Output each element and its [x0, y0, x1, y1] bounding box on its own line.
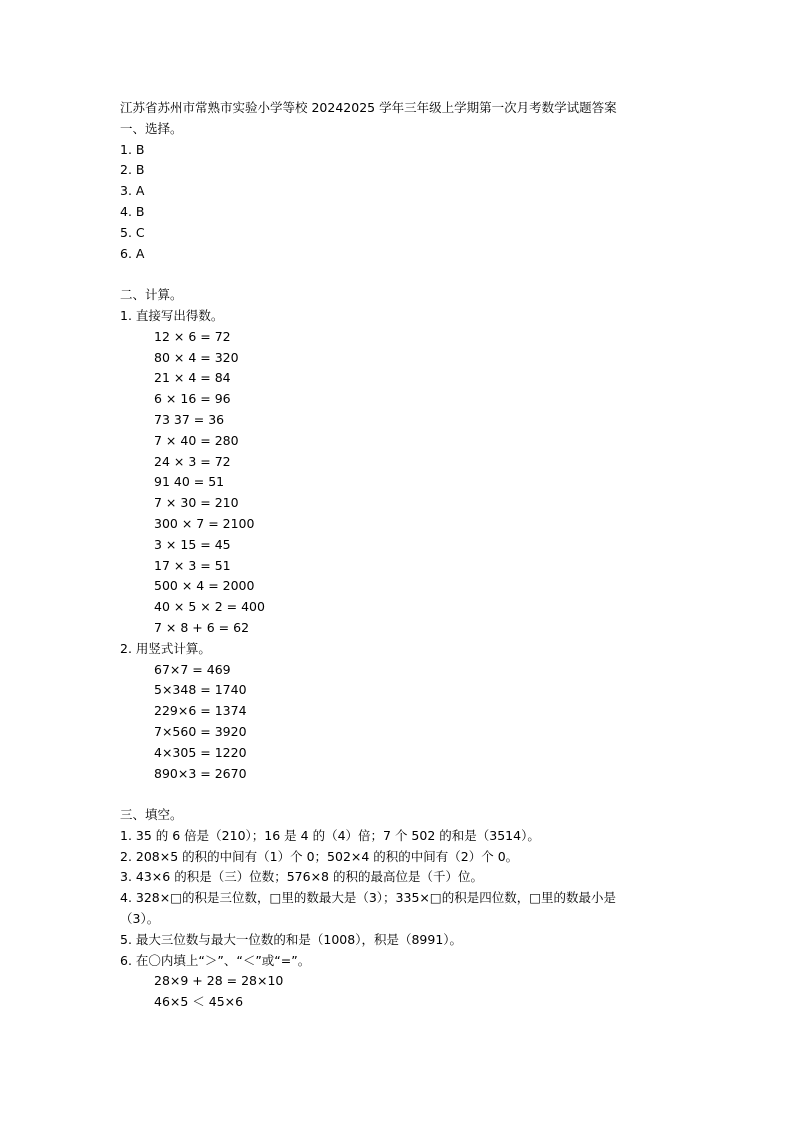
calc-item: 7 × 30 = 210: [154, 495, 239, 511]
choice-answer: 6. A: [120, 245, 145, 261]
section2-heading: 二、计算。: [120, 287, 183, 303]
fill-question-6: 6. 在〇内填上“＞”、“＜”或“=”。: [120, 952, 311, 968]
fill-question-4-continued: （3）。: [120, 911, 160, 927]
calc-item: 7 × 40 = 280: [154, 432, 239, 448]
compare-item: 46×5 ＜ 45×6: [154, 994, 244, 1010]
choice-answer: 5. C: [120, 224, 145, 240]
choice-answer: 4. B: [120, 203, 145, 219]
compare-item: 28×9 + 28 = 28×10: [154, 973, 284, 989]
fill-question-1: 1. 35 的 6 倍是（210）；16 是 4 的（4）倍；7 个 502 的和是（3514）。: [120, 827, 540, 843]
vertical-calc-item: 7×560 = 3920: [154, 723, 247, 739]
vertical-calc-item: 229×6 = 1374: [154, 703, 247, 719]
choice-answer: 3. A: [120, 183, 145, 199]
vertical-calc-item: 67×7 = 469: [154, 661, 231, 677]
part1-label: 1. 直接写出得数。: [120, 307, 224, 323]
calc-item: 500 × 4 = 2000: [154, 578, 255, 594]
calc-item: 24 × 3 = 72: [154, 453, 231, 469]
spacer: [120, 264, 680, 285]
section1-heading: 一、选择。: [120, 120, 183, 136]
vertical-calc-item: 4×305 = 1220: [154, 744, 247, 760]
calc-item: 21 × 4 = 84: [154, 370, 231, 386]
choice-answer: 1. B: [120, 141, 145, 157]
vertical-calc-item: 890×3 = 2670: [154, 765, 247, 781]
calc-item: 3 × 15 = 45: [154, 536, 231, 552]
calc-item: 80 × 4 = 320: [154, 349, 239, 365]
part2-label: 2. 用竖式计算。: [120, 640, 211, 656]
fill-question-2: 2. 208×5 的积的中间有（1）个 0；502×4 的积的中间有（2）个 0。: [120, 848, 519, 864]
answer-sheet: [120, 98, 680, 1013]
vertical-calc-item: 5×348 = 1740: [154, 682, 247, 698]
calc-item: 73 37 = 36: [154, 411, 225, 427]
document-title: 江苏省苏州市常熟市实验小学等校 20242025 学年三年级上学期第一次月考数学试题答案: [120, 100, 617, 115]
calc-item: 12 × 6 = 72: [154, 328, 231, 344]
calc-item: 300 × 7 = 2100: [154, 515, 255, 531]
section3-heading: 三、填空。: [120, 807, 183, 823]
calc-item: 91 40 = 51: [154, 474, 225, 490]
choice-answer: 2. B: [120, 162, 145, 178]
calc-item: 17 × 3 = 51: [154, 557, 231, 573]
spacer: [120, 784, 680, 805]
fill-question-5: 5. 最大三位数与最大一位数的和是（1008），积是（8991）。: [120, 931, 463, 947]
calc-item: 40 × 5 × 2 = 400: [154, 599, 265, 615]
fill-question-3: 3. 43×6 的积是（三）位数；576×8 的积的最高位是（千）位。: [120, 869, 483, 885]
fill-question-4: 4. 328×□的积是三位数，□里的数最大是（3）；335×□的积是四位数，□里的数最小是: [120, 890, 617, 906]
calc-item: 6 × 16 = 96: [154, 391, 231, 407]
calc-item: 7 × 8 + 6 = 62: [154, 619, 250, 635]
